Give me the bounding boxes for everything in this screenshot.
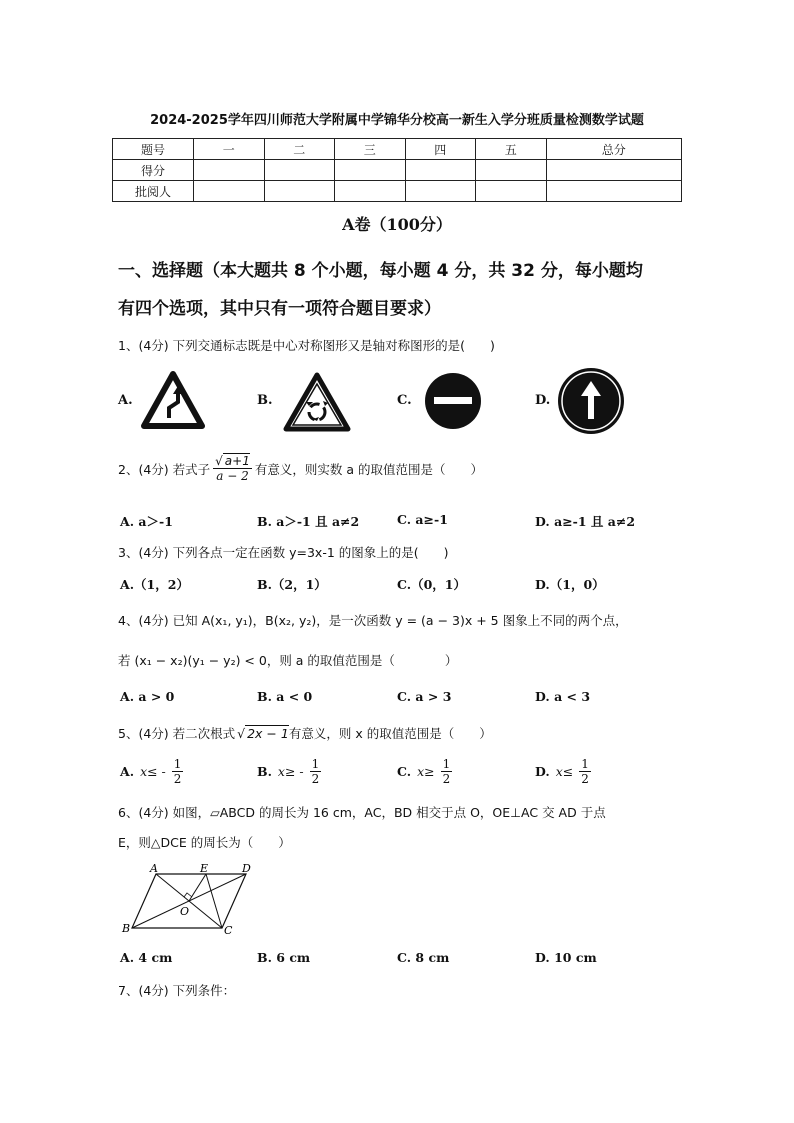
q2-fraction: $\frac{√ a+1}{a - 2}$ — [215, 454, 250, 483]
section-heading-line1: 一、选择题（本大题共 8 个小题，每小题 4 分，共 32 分，每小题均 — [118, 261, 643, 281]
option-label: A. — [118, 393, 133, 408]
section-heading-line2: 有四个选项，其中只有一项符合题目要求） — [118, 299, 441, 319]
option-relation: x≤ — [555, 764, 574, 779]
figure-label: B — [122, 922, 131, 935]
score-cell — [194, 181, 265, 202]
figure-label: E — [200, 862, 209, 875]
fraction-denominator: 2 — [173, 772, 182, 786]
score-cell — [546, 160, 682, 181]
parallelogram-figure — [118, 860, 258, 940]
header-cell: 二 — [264, 139, 335, 160]
row-label: 得分 — [113, 160, 194, 181]
option-label: C. — [397, 393, 412, 408]
q5-prefix: 5、(4分) 若二次根式 — [118, 726, 236, 741]
q4-option-b: B. a < 0 — [257, 689, 313, 704]
q5-radicand: 2x − 1 — [247, 726, 289, 741]
option-label: D. — [535, 393, 551, 408]
q2-option-d: D. a≥-1 且 a≠2 — [535, 514, 636, 529]
question-2-stem — [118, 454, 483, 483]
no-entry-sign-icon — [423, 371, 483, 431]
q2-option-c: C. a≥-1 — [397, 512, 448, 527]
q5-option-b — [257, 757, 321, 786]
fraction-numerator: 1 — [311, 757, 320, 771]
q2-denominator: a − 2 — [216, 469, 249, 483]
score-cell — [335, 181, 406, 202]
q3-option-c: C.（0，1） — [397, 577, 466, 592]
q3-option-a: A.（1，2） — [120, 577, 189, 592]
q5-option-c — [397, 757, 452, 786]
option-relation: x≥ - — [277, 764, 304, 779]
fraction-denominator: 2 — [581, 772, 589, 786]
question-6-line1: 6、(4分) 如图，▱ABCD 的周长为 16 cm，AC，BD 相交于点 O，OE⊥AC 交 AD 于点 — [118, 805, 606, 820]
q4-option-a: A. a > 0 — [120, 689, 175, 704]
question-3-stem: 3、(4分) 下列各点一定在函数 y=3x-1 的图象上的是( ) — [118, 545, 449, 560]
header-cell: 五 — [476, 139, 547, 160]
question-4-line1: 4、(4分) 已知 A(x₁, y₁)，B(x₂, y₂)，是一次函数 y = (a − 3)x + 5 图象上不同的两个点， — [118, 613, 628, 628]
score-cell — [194, 160, 265, 181]
score-table-header — [113, 139, 682, 160]
fraction-numerator: 1 — [173, 757, 182, 771]
figure-label: O — [180, 905, 190, 918]
q2-numerator: a+1 — [224, 454, 250, 468]
grader-row — [113, 181, 682, 202]
q3-option-d: D.（1，0） — [535, 577, 605, 592]
question-4-line2: 若 (x₁ − x₂)(y₁ − y₂) < 0，则 a 的取值范围是（ ） — [118, 653, 458, 668]
double-bend-warning-sign-icon — [140, 370, 206, 430]
score-cell — [476, 181, 547, 202]
header-cell: 一 — [194, 139, 265, 160]
figure-label: D — [242, 862, 251, 875]
question-5-stem: 5、(4分) 若二次根式 √ 2x − 1 有意义，则 x 的取值范围是（ ） — [118, 725, 492, 741]
q4-option-c: C. a > 3 — [397, 689, 452, 704]
option-label: B. — [257, 393, 273, 408]
roundabout-warning-sign-icon — [282, 372, 352, 432]
score-table — [112, 138, 682, 202]
q2-prefix: 2、(4分) 若式子 — [118, 461, 211, 477]
question-7-stem: 7、(4分) 下列条件： — [118, 983, 236, 998]
option-relation: x≤ - — [140, 764, 166, 779]
option-label: A. — [120, 764, 135, 779]
header-cell: 题号 — [113, 139, 194, 160]
q3-option-b: B.（2，1） — [257, 577, 327, 592]
score-cell — [476, 160, 547, 181]
row-label: 批阅人 — [113, 181, 194, 202]
fraction-denominator: 2 — [442, 772, 451, 786]
q5-suffix: 有意义，则 x 的取值范围是（ ） — [288, 726, 492, 741]
figure-label: A — [150, 862, 158, 875]
exam-title: 2024-2025学年四川师范大学附属中学锦华分校高一新生入学分班质量检测数学试题 — [150, 113, 644, 128]
score-row — [113, 160, 682, 181]
q2-suffix: 有意义，则实数 a 的取值范围是（ ） — [254, 461, 483, 477]
option-label: B. — [257, 764, 272, 779]
q5-option-a — [120, 757, 183, 786]
q6-option-b: B. 6 cm — [257, 950, 311, 965]
question-6-line2: E，则△DCE 的周长为（ ） — [118, 835, 291, 850]
q6-option-a: A. 4 cm — [120, 950, 173, 965]
header-cell: 三 — [335, 139, 406, 160]
fraction-denominator: 2 — [311, 772, 320, 786]
q6-option-d: D. 10 cm — [535, 950, 597, 965]
score-cell — [264, 160, 335, 181]
q2-option-a: A. a＞-1 — [120, 514, 173, 529]
score-cell — [546, 181, 682, 202]
figure-label: C — [224, 924, 233, 937]
option-relation: x≥ — [417, 764, 435, 779]
header-cell: 总分 — [546, 139, 682, 160]
straight-ahead-sign-icon — [557, 367, 625, 435]
volume-heading: A卷（100分） — [342, 215, 452, 234]
option-label: D. — [535, 764, 550, 779]
score-cell — [405, 181, 476, 202]
header-cell: 四 — [405, 139, 476, 160]
score-cell — [264, 181, 335, 202]
question-1-stem: 1、(4分) 下列交通标志既是中心对称图形又是轴对称图形的是( ) — [118, 338, 495, 353]
q5-option-d — [535, 757, 591, 786]
q4-option-d: D. a < 3 — [535, 689, 591, 704]
q2-option-b: B. a＞-1 且 a≠2 — [257, 514, 360, 529]
fraction-numerator: 1 — [581, 757, 589, 771]
score-cell — [405, 160, 476, 181]
fraction-numerator: 1 — [442, 757, 451, 771]
q6-option-c: C. 8 cm — [397, 950, 450, 965]
score-cell — [335, 160, 406, 181]
option-label: C. — [397, 764, 412, 779]
